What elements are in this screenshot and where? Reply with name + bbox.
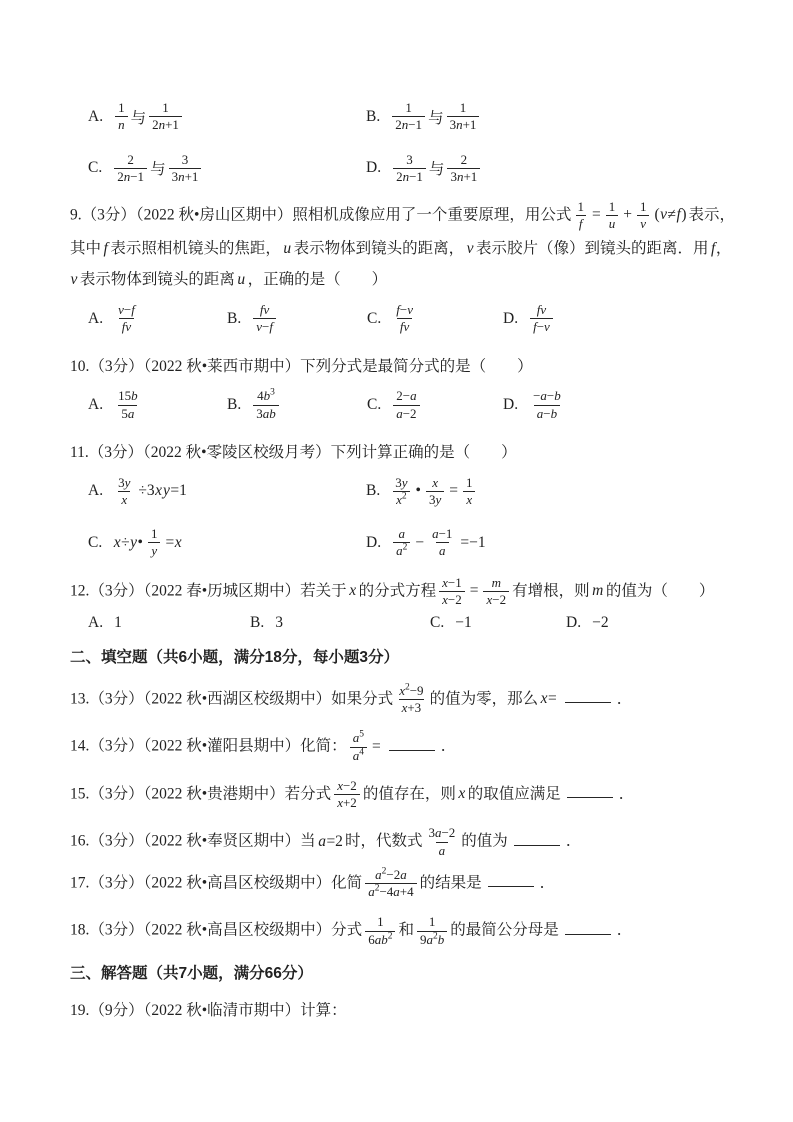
math-run: 1 <box>114 614 122 632</box>
question-10 <box>70 351 741 383</box>
option-label: D. <box>566 614 582 632</box>
math-run: =−1 <box>460 533 486 551</box>
section-heading-fill-in: 二、填空题（共6小题，满分18分，每小题3分） <box>70 649 399 667</box>
fraction-denominator: x <box>118 491 130 508</box>
fraction-numerator: x−1 <box>442 574 462 590</box>
fraction-numerator: m <box>491 574 501 590</box>
fraction <box>463 475 476 509</box>
math-run: • <box>415 482 421 500</box>
text-run: 17.（3分）（2022 秋•高昌区校级期中）化简 <box>70 874 363 892</box>
text-run: ． <box>618 785 635 803</box>
question-15 <box>70 778 741 812</box>
fraction <box>115 388 141 422</box>
math-run: f，v <box>70 239 732 289</box>
question-11 <box>70 437 741 469</box>
text-run: 表示物体到镜头的距离 <box>79 271 235 289</box>
fraction-numerator: 1 <box>577 199 584 214</box>
fraction <box>606 199 619 233</box>
fraction-numerator: a−1 <box>432 526 453 542</box>
text-run: 表示胶片（像）到镜头的距离．用 <box>476 239 709 257</box>
option-label: A. <box>88 396 104 414</box>
fraction-denominator: 3n+1 <box>447 116 480 133</box>
text-run: 的值存在，则 <box>362 785 456 803</box>
fraction-numerator: 1 <box>465 474 473 490</box>
math-run: x= <box>540 690 557 708</box>
fraction <box>393 152 426 186</box>
fraction <box>530 302 553 336</box>
options-q12 <box>70 614 741 632</box>
section-heading-answer: 三、解答题（共7小题，满分66分） <box>70 964 313 982</box>
option-D <box>503 388 741 422</box>
question-14 <box>70 730 741 764</box>
question-18 <box>70 914 741 948</box>
answer-blank <box>565 919 611 935</box>
option-C <box>88 152 366 186</box>
answer-blank <box>389 735 435 751</box>
fraction-denominator: v <box>637 215 649 232</box>
fraction <box>393 302 416 336</box>
text-run: ，正确的是（ ） <box>247 271 388 289</box>
text-run: 16.（3分）（2022 秋•奉贤区期中）当 <box>70 832 316 850</box>
question-17 <box>70 867 741 901</box>
fraction <box>115 475 133 509</box>
fraction-denominator: n <box>115 116 128 133</box>
fraction-numerator: 3a−2 <box>428 825 456 841</box>
text-run: ． <box>616 690 633 708</box>
fraction-denominator: 3ab <box>253 405 279 422</box>
fraction <box>483 575 509 609</box>
fraction <box>149 100 182 134</box>
option-label: C. <box>88 533 103 551</box>
fraction-numerator: $a^2-2a$ <box>375 866 407 882</box>
fraction <box>365 914 395 948</box>
question-16 <box>70 825 741 859</box>
fraction-denominator: 3n+1 <box>447 168 480 185</box>
text-run: 9.（3分）（2022 秋•房山区期中）照相机成像应用了一个重要原理，用公式 <box>70 206 572 224</box>
text-run: 时，代数式 <box>344 832 423 850</box>
fraction-numerator: 1 <box>150 526 158 542</box>
math-run: a=2 <box>318 832 343 850</box>
fraction-denominator: $x^2$ <box>393 491 410 508</box>
fraction-numerator: 1 <box>162 100 169 115</box>
fraction-denominator: a <box>436 542 449 559</box>
fraction-denominator: 5a <box>118 405 137 422</box>
option-label: B. <box>227 396 242 414</box>
option-label: B. <box>366 482 381 500</box>
fraction-denominator: f−v <box>530 318 553 335</box>
options-q11 <box>70 475 741 560</box>
math-run: −2 <box>592 614 609 632</box>
fraction-denominator: fv <box>119 318 134 335</box>
fraction-numerator: 3 <box>181 151 189 167</box>
text-run: 的取值应满足 <box>467 785 561 803</box>
option-label: A. <box>88 107 104 125</box>
fraction-numerator: fv <box>259 302 270 318</box>
fraction-numerator: 2 <box>460 151 468 167</box>
fraction-denominator: fv <box>397 318 412 335</box>
fraction-numerator: 1 <box>459 100 467 115</box>
text-run: 12.（3分）（2022 春•历城区期中）若关于 <box>70 581 347 599</box>
text-run: 与 <box>150 161 166 179</box>
math-run: f <box>103 239 108 257</box>
fraction-numerator: 3y <box>395 474 408 490</box>
option-B <box>227 302 367 336</box>
text-run: 19.（9分）（2022 秋•临清市期中）计算： <box>70 1001 347 1019</box>
fraction-denominator: 3y <box>426 491 444 508</box>
fraction-denominator: u <box>606 215 619 232</box>
answer-blank <box>565 687 611 703</box>
fraction <box>426 475 444 509</box>
fraction <box>253 302 276 336</box>
fraction-numerator: a <box>398 526 405 542</box>
math-run: x <box>458 785 466 803</box>
option-label: C. <box>367 309 382 327</box>
option-C <box>430 614 566 632</box>
fraction-denominator: y <box>148 542 160 559</box>
fraction <box>429 526 455 560</box>
fraction-numerator: 3 <box>406 151 413 167</box>
fraction-denominator: 2n+1 <box>149 116 182 133</box>
fraction-denominator: a−2 <box>393 405 419 422</box>
fraction-numerator: 2 <box>127 151 134 167</box>
fraction-denominator: 2n−1 <box>393 168 426 185</box>
option-A <box>88 475 366 509</box>
option-C <box>367 302 503 336</box>
fraction <box>574 199 587 233</box>
text-run: 表示，其中 <box>70 206 736 257</box>
math-run: x <box>349 581 357 599</box>
fraction-denominator: x+3 <box>399 699 425 716</box>
option-label: C. <box>367 396 382 414</box>
text-run: 14.（3分）（2022 秋•灌阳县期中）化简： <box>70 737 347 755</box>
fraction-numerator: 1 <box>639 199 647 214</box>
text-run: 13.（3分）（2022 秋•西湖区校级期中）如果分式 <box>70 690 394 708</box>
fraction <box>417 914 447 948</box>
option-D <box>366 152 741 186</box>
option-B <box>366 100 741 134</box>
fraction-denominator: $a^2$ <box>393 542 410 559</box>
fraction <box>439 575 465 609</box>
fraction-denominator: v−f <box>253 318 276 335</box>
question-13 <box>70 683 741 717</box>
math-run: m <box>592 581 604 599</box>
option-D <box>503 302 741 336</box>
question-19 <box>70 995 741 1027</box>
math-run: u <box>237 271 246 289</box>
fraction-denominator: x+2 <box>334 794 360 811</box>
fraction <box>425 825 458 859</box>
fraction-numerator: x−2 <box>337 777 357 793</box>
fraction <box>169 152 202 186</box>
fraction <box>334 778 360 812</box>
fraction <box>393 526 410 560</box>
options-q8 <box>70 100 741 185</box>
fraction <box>447 152 480 186</box>
fraction-numerator: $x^2-9$ <box>399 682 424 698</box>
math-run: v <box>466 239 474 257</box>
options-q10 <box>70 388 741 422</box>
fraction-numerator: fv <box>536 302 547 318</box>
fraction <box>396 683 426 717</box>
fraction <box>115 100 128 134</box>
fraction-denominator: 2n−1 <box>392 116 425 133</box>
text-run: 与 <box>130 109 147 127</box>
math-run: − <box>415 533 425 551</box>
option-B <box>366 475 741 509</box>
math-run: = <box>469 581 479 599</box>
math-run: = <box>449 482 458 500</box>
fraction <box>365 867 416 901</box>
math-run: + <box>623 206 632 224</box>
text-run: 有增根，则 <box>512 581 590 599</box>
text-run: 11.（3分）（2022 秋•零陵区校级月考）下列计算正确的是（ ） <box>70 443 517 461</box>
fraction-numerator: 2−a <box>396 388 417 404</box>
text-run: ． <box>539 874 556 892</box>
fraction <box>392 100 425 134</box>
option-label: C. <box>88 159 103 177</box>
text-run: 18.（3分）（2022 秋•高昌区校级期中）分式 <box>70 921 363 939</box>
options-q9 <box>70 302 741 336</box>
option-A <box>88 388 227 422</box>
text-run: ． <box>565 832 582 850</box>
text-run: 的结果是 <box>419 874 482 892</box>
option-label: B. <box>366 107 381 125</box>
fraction-numerator: 1 <box>118 100 125 115</box>
fraction <box>115 302 138 336</box>
option-label: D. <box>366 533 382 551</box>
fraction-denominator: $9a^2b$ <box>417 931 447 948</box>
fraction-numerator: −a−b <box>533 388 561 404</box>
math-run: x÷y• <box>113 533 143 551</box>
fraction <box>392 475 410 509</box>
text-run: ． <box>616 921 633 939</box>
fraction-denominator: $a^4$ <box>350 747 367 764</box>
fraction-denominator: x−2 <box>439 591 465 608</box>
fraction-denominator: 3n+1 <box>169 168 202 185</box>
fraction-numerator: 1 <box>428 914 436 930</box>
fraction-numerator: 1 <box>377 914 384 930</box>
option-label: D. <box>503 309 519 327</box>
fraction-denominator: $a^2-4a+4$ <box>365 883 416 900</box>
fraction-denominator: a <box>436 842 449 859</box>
fraction <box>114 152 147 186</box>
fraction <box>253 388 279 422</box>
fraction-denominator: a−b <box>534 405 560 422</box>
fraction-denominator: 2n−1 <box>114 168 147 185</box>
fraction-denominator: x−2 <box>483 591 509 608</box>
fraction <box>148 526 161 560</box>
answer-blank <box>567 782 613 798</box>
text-run: 的值为 <box>461 832 508 850</box>
fraction <box>637 199 650 233</box>
fraction-numerator: $a^5$ <box>352 730 364 746</box>
fraction <box>447 100 480 134</box>
text-run: 表示照相机镜头的焦距， <box>110 239 281 257</box>
fraction-numerator: x <box>432 474 438 490</box>
question-9 <box>70 199 741 296</box>
fraction <box>393 388 419 422</box>
option-D <box>566 614 741 632</box>
option-B <box>250 614 430 632</box>
fraction-numerator: 1 <box>608 199 616 214</box>
math-run: (v≠f) <box>654 206 687 224</box>
text-run: 的值为（ ） <box>605 581 715 599</box>
fraction-numerator: f−v <box>396 302 413 318</box>
fraction-numerator: 15b <box>118 388 138 404</box>
math-run: 3 <box>275 614 283 632</box>
option-label: A. <box>88 309 104 327</box>
option-label: A. <box>88 482 104 500</box>
answer-blank <box>488 871 534 887</box>
fraction <box>530 388 564 422</box>
text-run: 的最简公分母是 <box>450 921 559 939</box>
text-run: 15.（3分）（2022 秋•贵港期中）若分式 <box>70 785 332 803</box>
option-D <box>366 526 741 560</box>
option-label: B. <box>250 614 265 632</box>
option-C <box>367 388 503 422</box>
math-run: = <box>371 737 381 755</box>
option-label: C. <box>430 614 445 632</box>
text-run: ． <box>440 737 457 755</box>
option-label: B. <box>227 309 242 327</box>
fraction-numerator: 1 <box>405 100 412 115</box>
option-A <box>88 100 366 134</box>
math-run: = <box>591 206 601 224</box>
text-run: 的分式方程 <box>358 581 437 599</box>
answer-blank <box>514 830 560 846</box>
text-run: 表示物体到镜头的距离， <box>293 239 465 257</box>
math-run: −1 <box>455 614 472 632</box>
fraction-numerator: $4b^3$ <box>257 387 275 404</box>
option-label: D. <box>503 396 519 414</box>
fraction-denominator: x <box>463 491 475 508</box>
fraction-numerator: 3y <box>118 474 131 490</box>
fraction-numerator: v−f <box>118 302 135 318</box>
text-run: 与 <box>428 109 444 127</box>
fraction-denominator: f <box>576 215 586 232</box>
text-run: 10.（3分）（2022 秋•莱西市期中）下列分式是最简分式的是（ ） <box>70 357 533 375</box>
fraction <box>350 730 367 764</box>
text-run: 和 <box>398 921 414 939</box>
math-run: u <box>283 239 292 257</box>
text-run: 的值为零，那么 <box>429 690 539 708</box>
option-C <box>88 526 366 560</box>
option-A <box>88 614 250 632</box>
option-label: D. <box>366 159 382 177</box>
math-run: ÷3xy=1 <box>138 482 187 500</box>
math-run: =x <box>165 533 182 551</box>
option-label: A. <box>88 614 104 632</box>
option-B <box>227 388 367 422</box>
fraction-denominator: $6ab^2$ <box>365 931 395 948</box>
question-12 <box>70 575 741 609</box>
option-A <box>88 302 227 336</box>
text-run: 与 <box>428 161 445 179</box>
